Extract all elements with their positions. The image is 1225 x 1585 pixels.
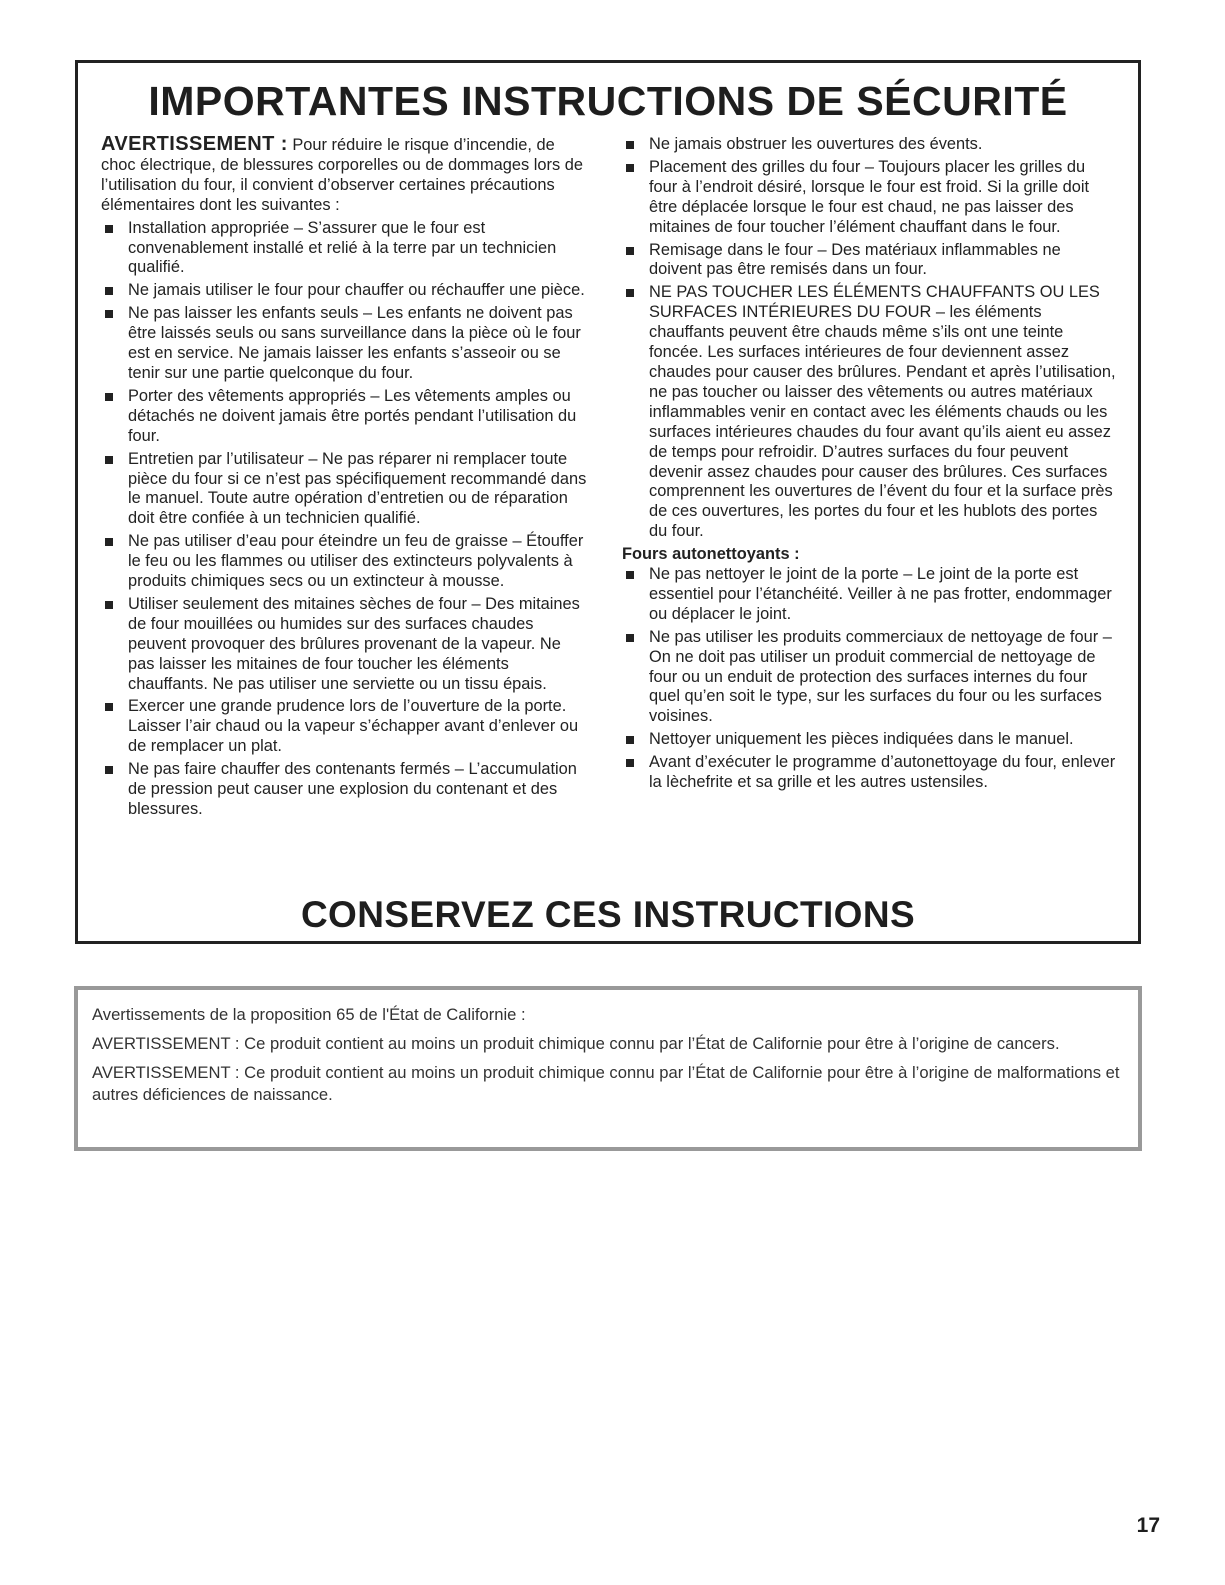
list-item: Utiliser seulement des mitaines sèches de four – Des mitaines de four mouillées ou humides sur des surfaces chaudes peuvent provoquer des brûlures provenant de la vapeur. Ne pas laisser les mitaines de four toucher les éléments chauffants. Ne pas utiliser une serviette ou un tissu épais. — [101, 595, 591, 695]
right-column — [622, 135, 1117, 793]
left-column — [101, 135, 591, 820]
list-item: Installation appropriée – S’assurer que le four est convenablement installé et relié à la terre par un technicien qualifié. — [101, 219, 591, 279]
save-instructions-title: CONSERVEZ CES INSTRUCTIONS — [300, 894, 916, 935]
list-item: Ne pas nettoyer le joint de la porte – Le joint de la porte est essentiel pour l’étanchéité. Veiller à ne pas frotter, endommager ou déplacer le joint. — [622, 565, 1117, 625]
list-item: Entretien par l’utilisateur – Ne pas réparer ni remplacer toute pièce du four si ce n’est pas spécifiquement recommandé dans le manuel. Toute autre opération d’entretien ou de réparation doit être confiée à un technicien qualifié. — [101, 450, 591, 530]
list-item: Avant d’exécuter le programme d’autonettoyage du four, enlever la lèchefrite et sa grille et les autres ustensiles. — [622, 753, 1117, 793]
list-item: Nettoyer uniquement les pièces indiquées dans le manuel. — [622, 730, 1117, 750]
left-instruction-list — [101, 219, 591, 820]
list-item: Ne pas laisser les enfants seuls – Les enfants ne doivent pas être laissés seuls ou sans surveillance dans la pièce où le four est en service. Ne jamais laisser les enfants s’asseoir ou se tenir sur une partie quelconque du four. — [101, 304, 591, 384]
prop65-warning-box — [74, 986, 1142, 1151]
list-item: Ne jamais utiliser le four pour chauffer ou réchauffer une pièce. — [101, 281, 591, 301]
safety-instructions-box — [75, 60, 1141, 944]
page-number: 17 — [1136, 1514, 1160, 1537]
list-item: NE PAS TOUCHER LES ÉLÉMENTS CHAUFFANTS OU LES SURFACES INTÉRIEURES DU FOUR – les éléments chauffants peuvent être chauds même s’ils ont une teinte foncée. Les surfaces intérieures de four deviennent assez chaudes pour causer des brûlures. Pendant et après l’utilisation, ne pas toucher ou laisser des vêtements ou autres matériaux inflammables venir en contact avec les éléments chauds ou les surfaces intérieures chaudes du four avant qu’ils aient eu assez de temps pour refroidir. D’autres surfaces du four peuvent devenir assez chaudes pour causer des brûlures. Ces surfaces comprennent les ouvertures de l’évent du four et la surface près de ces ouvertures, les portes du four et les hublots des portes du four. — [622, 283, 1117, 542]
list-item: Ne jamais obstruer les ouvertures des évents. — [622, 135, 1117, 155]
intro-paragraph — [101, 135, 591, 216]
list-item: Porter des vêtements appropriés – Les vêtements amples ou détachés ne doivent jamais être portés pendant l’utilisation du four. — [101, 387, 591, 447]
prop65-warning-cancer: AVERTISSEMENT : Ce produit contient au moins un produit chimique connu par l’État de Californie pour être à l’origine de cancers. — [92, 1034, 1060, 1053]
intro-text: Pour réduire le risque d’incendie, de choc électrique, de blessures corporelles ou de dommages lors de l’utilisation du four, il convient d’observer certaines précautions élémentaires dont les suivantes : — [101, 136, 583, 214]
warning-label: AVERTISSEMENT : — [101, 133, 288, 155]
safety-title: IMPORTANTES INSTRUCTIONS DE SÉCURITÉ — [148, 78, 1068, 124]
list-item: Remisage dans le four – Des matériaux inflammables ne doivent pas être remisés dans un four. — [622, 241, 1117, 281]
list-item: Ne pas utiliser les produits commerciaux de nettoyage de four – On ne doit pas utiliser un produit commercial de nettoyage de four ou un enduit de protection des surfaces internes du four quel qu’en soit le type, sur les surfaces du four ou les surfaces voisines. — [622, 628, 1117, 728]
prop65-heading: Avertissements de la proposition 65 de l'État de Californie : — [92, 1005, 526, 1024]
prop65-warning-birth-defects: AVERTISSEMENT : Ce produit contient au moins un produit chimique connu par l’État de Californie pour être à l’origine de malformations et autres déficiences de naissance. — [92, 1063, 1120, 1104]
self-clean-list — [622, 565, 1117, 793]
self-clean-heading: Fours autonettoyants : — [622, 545, 800, 564]
list-item: Placement des grilles du four – Toujours placer les grilles du four à l’endroit désiré, lorsque le four est froid. Si la grille doit être déplacée lorsque le four est chaud, ne pas laisser des mitaines de four toucher l’élément chauffant dans le four. — [622, 158, 1117, 238]
list-item: Ne pas faire chauffer des contenants fermés – L’accumulation de pression peut causer une explosion du contenant et des blessures. — [101, 760, 591, 820]
list-item: Ne pas utiliser d’eau pour éteindre un feu de graisse – Étouffer le feu ou les flammes ou utiliser des extincteurs polyvalents à produits chimiques secs ou un extincteur à mousse. — [101, 532, 591, 592]
right-instruction-list — [622, 135, 1117, 542]
list-item: Exercer une grande prudence lors de l’ouverture de la porte. Laisser l’air chaud ou la vapeur s’échapper avant d’enlever ou de remplacer un plat. — [101, 697, 591, 757]
